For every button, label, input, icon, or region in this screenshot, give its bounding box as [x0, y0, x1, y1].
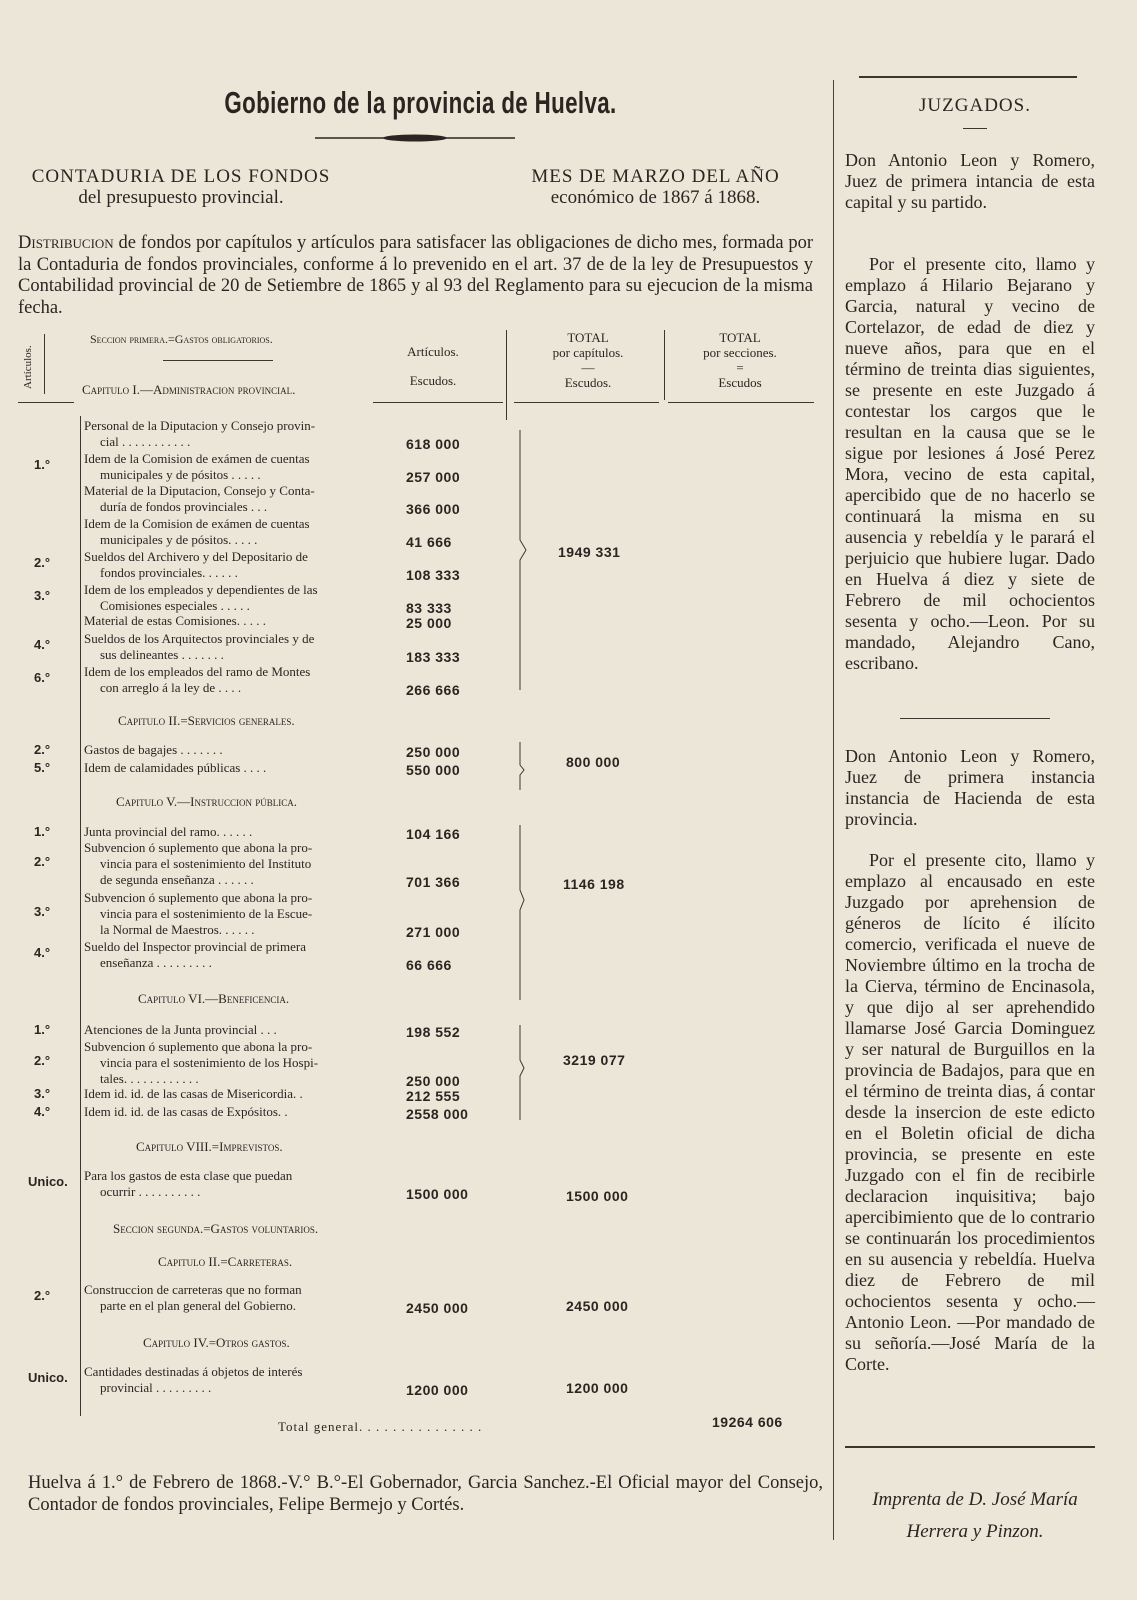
column-divider — [833, 80, 834, 1540]
header-rule — [514, 402, 659, 403]
chapter-total: 1949 331 — [558, 544, 621, 560]
cap1-heading: Capitulo I.—Administracion provincial. — [82, 382, 296, 397]
notice1-body: Por el presente cito, llamo y emplazo á Hilario Bejarano y Garcia, natural y vecino de Cortelazor, de edad de diez y nueve años, para que en el término de treinta dias siguientes, se presente en este Juzgado á contestar los cargos que le resultan en la causa que se le sigue por lesiones á José Perez Mora, vecino de esta capital, apercibido que de no hacerlo se continuará la misma en su ausencia y rebeldía y le parará el perjuicio que hubiere lugar. Dado en Huelva á diez y siete de Febrero de mil ochocientos sesenta y ocho.—Leon. Por su mandado, Alejandro Cano, escribano. — [845, 254, 1095, 673]
col-articulos-escudos: Escudos. — [409, 373, 457, 388]
intro-text: de fondos por capítulos y artículos para satisfacer las obligaciones de dicho mes, formada por la Contaduria de fondos provinciales, conforme á lo prevenido en el art. 37 de de la ley de Presupuestos y Contabilidad provincial de 20 de Setiembre de 1865 y al 93 del Reglamento para su ejecucion de la misma fecha. — [18, 233, 813, 318]
col-divider — [664, 330, 665, 400]
chapter-total: 2450 000 — [566, 1298, 629, 1314]
row-amount: 2558 000 — [406, 1106, 469, 1122]
article-number: 1.° — [34, 457, 51, 472]
row-description-line: Idem de los empleados y dependientes de las — [84, 582, 318, 597]
article-number: 2.° — [34, 1053, 51, 1068]
row-description — [84, 742, 366, 758]
cap2-heading: Capitulo II.=Servicios generales. — [118, 713, 295, 728]
row-description-line: Material de la Diputacion, Consejo y Conta- — [84, 483, 315, 498]
title-rule — [963, 128, 987, 129]
main-column — [18, 0, 823, 1600]
col-total-capitulos-l1: TOTAL — [567, 330, 609, 345]
imprenta-line1: Imprenta de D. José María — [872, 1489, 1078, 1510]
cap5-heading: Capitulo V.—Instruccion pública. — [116, 794, 297, 809]
spacer — [373, 359, 493, 373]
row-description-line: Sueldo del Inspector provincial de primera — [84, 939, 307, 954]
row-description — [84, 549, 366, 581]
row-amount: 25 000 — [406, 615, 452, 631]
row-description-line: duría de fondos provinciales . . . — [100, 499, 268, 514]
col-total-secciones-l2: por secciones. — [703, 345, 777, 360]
header-left-line2: del presupuesto provincial. — [78, 187, 284, 208]
cap8-heading: Capitulo VIII.=Imprevistos. — [136, 1139, 283, 1154]
footer-signature: Huelva á 1.° de Febrero de 1868.-V.° B.°-El Gobernador, Garcia Sanchez.-El Oficial mayor del Consejo, Contador de fondos provinciales, Felipe Bermejo y Cortés. — [28, 1473, 823, 1515]
row-amount: 266 666 — [406, 682, 461, 698]
col-total-secciones — [670, 330, 810, 390]
row-amount: 104 166 — [406, 826, 461, 842]
page-title: Gobierno de la provincia de Huelva. — [224, 85, 617, 120]
row-description-line: provincial . . . . . . . . . — [100, 1380, 212, 1395]
notice-separator — [900, 718, 1050, 719]
intro-lead: Distribucion — [18, 233, 114, 253]
col-divider — [44, 334, 45, 394]
sidebar-top-rule — [859, 76, 1077, 78]
title-flourish — [315, 133, 515, 143]
row-description-line: Idem de los empleados del ramo de Montes — [84, 664, 311, 679]
row-amount: 198 552 — [406, 1024, 461, 1040]
article-number: 3.° — [34, 1086, 51, 1101]
row-description-line: Junta provincial del ramo. . . . . . — [84, 824, 253, 839]
row-description — [84, 418, 366, 450]
row-amount: 271 000 — [406, 924, 461, 940]
row-description-line: Idem id. id. de las casas de Misericordia. . — [84, 1086, 303, 1101]
article-number: 4.° — [34, 945, 51, 960]
row-amount: 108 333 — [406, 567, 461, 583]
row-description-line: vincia para el sostenimiento de la Escue- — [100, 906, 313, 921]
row-description — [84, 483, 366, 515]
col-total-capitulos — [518, 330, 658, 390]
cap6-heading: Capitulo VI.—Beneficencia. — [138, 991, 290, 1006]
row-description — [84, 516, 366, 548]
cap2b-heading: Capitulo II.=Carreteras. — [158, 1254, 293, 1269]
row-description-line: fondos provinciales. . . . . . — [100, 565, 238, 580]
article-number: 3.° — [34, 588, 51, 603]
row-description-line: Idem de la Comision de exámen de cuentas — [84, 451, 310, 466]
desc-bracket — [80, 416, 81, 1416]
row-amount: 183 333 — [406, 649, 461, 665]
row-description-line: cial . . . . . . . . . . . — [100, 434, 191, 449]
chapter-total: 1146 198 — [563, 876, 625, 892]
row-description — [84, 582, 366, 614]
row-description-line: enseñanza . . . . . . . . . — [100, 955, 212, 970]
row-description-line: Atenciones de la Junta provincial . . . — [84, 1022, 277, 1037]
row-description-line: Construccion de carreteras que no forman — [84, 1282, 302, 1297]
row-description-line: Subvencion ó suplemento que abona la pro- — [84, 840, 313, 855]
col-total-capitulos-l4: Escudos. — [564, 375, 612, 390]
row-description — [84, 1104, 366, 1120]
header-right-line2: económico de 1867 á 1868. — [550, 187, 761, 208]
total-general-label: Total general. . . . . . . . . . . . . . . — [278, 1419, 483, 1434]
row-amount: 701 366 — [406, 874, 461, 890]
row-description-line: Subvencion ó suplemento que abona la pro- — [84, 890, 313, 905]
row-description — [84, 840, 366, 888]
row-description — [84, 890, 366, 938]
col-total-secciones-l4: Escudos — [718, 375, 762, 390]
imprenta-credit — [845, 1484, 1105, 1548]
total-general-value: 19264 606 — [712, 1414, 783, 1430]
col-total-secciones-l1: TOTAL — [719, 330, 761, 345]
col-articulos — [373, 344, 493, 388]
row-description-line: vincia para el sostenimiento del Instituto — [100, 856, 312, 871]
seccion-segunda-heading: Seccion segunda.=Gastos voluntarios. — [113, 1221, 319, 1236]
row-description-line: Sueldos de los Arquitectos provinciales y de — [84, 631, 315, 646]
article-number: Unico. — [28, 1174, 68, 1189]
row-description — [84, 1282, 366, 1314]
col-total-capitulos-l3: — — [581, 360, 595, 375]
row-description — [84, 1168, 366, 1200]
row-amount: 212 555 — [406, 1088, 461, 1104]
col-divider — [506, 330, 507, 420]
row-description-line: Gastos de bagajes . . . . . . . — [84, 742, 223, 757]
article-number: 1.° — [34, 1022, 51, 1037]
row-description-line: Idem id. id. de las casas de Expósitos. . — [84, 1104, 288, 1119]
row-description — [84, 1364, 366, 1396]
row-description-line: Cantidades destinadas á objetos de interés — [84, 1364, 303, 1379]
row-description-line: Material de estas Comisiones. . . . . — [84, 613, 266, 628]
row-description — [84, 664, 366, 696]
header-rule — [18, 402, 74, 403]
row-description-line: Idem de la Comision de exámen de cuentas — [84, 516, 310, 531]
row-description — [84, 1022, 366, 1038]
row-amount: 41 666 — [406, 534, 452, 550]
article-number: 5.° — [34, 760, 51, 775]
row-description-line: Idem de calamidades públicas . . . . — [84, 760, 267, 775]
row-description-line: ocurrir . . . . . . . . . . — [100, 1184, 201, 1199]
cap4-heading: Capitulo IV.=Otros gastos. — [143, 1335, 290, 1350]
row-description — [84, 760, 366, 776]
row-amount: 1200 000 — [406, 1382, 469, 1398]
row-amount: 83 333 — [406, 600, 452, 616]
row-description-line: con arreglo á la ley de . . . . — [100, 680, 242, 695]
row-amount: 2450 000 — [406, 1300, 469, 1316]
row-amount: 257 000 — [406, 469, 461, 485]
seccion-primera: Seccion primera.=Gastos obligatorios. — [90, 332, 273, 346]
row-amount: 618 000 — [406, 436, 461, 452]
article-number: 2.° — [34, 555, 51, 570]
row-description-line: Personal de la Diputacion y Consejo provin- — [84, 418, 316, 433]
header-rule — [373, 402, 503, 403]
col-articulos-vertical: Artículos. — [22, 345, 34, 389]
col-articulos-label: Artículos. — [407, 344, 459, 359]
notice2-body: Por el presente cito, llamo y emplazo al encausado en este Juzgado por aprehension de géneros de lícito é ilícito comercio, verificada el nueve de Noviembre último en la trocha de la Cierva, término de Encinasola, y que dijo al ser aprehendido llamarse José Garcia Dominguez y ser natural de Burguillos en la provincia de Badajos, para que en el término de treinta dias, á contar desde la insercion de este edicto en el Boletin oficial de dicha provincia, se presente en este Juzgado con el fin de recibirle declaracion inquisitiva; bajo apercibimiento que de lo contrario se continuarán los procedimientos en su ausencia y rebeldía. Huelva diez de Febrero de mil ochocientos sesenta y ocho.—Antonio Leon. —Por mandado de su señoría.—José María de la Corte. — [845, 850, 1095, 1374]
row-description-line: Comisiones especiales . . . . . — [100, 598, 250, 613]
article-number: 2.° — [34, 854, 51, 869]
row-description-line: sus delineantes . . . . . . . — [100, 647, 224, 662]
header-left — [31, 166, 331, 208]
total-brackets — [512, 420, 542, 1420]
header-rule — [668, 402, 814, 403]
article-number: 6.° — [34, 670, 51, 685]
row-description-line: parte en el plan general del Gobierno. — [100, 1298, 296, 1313]
article-number: 2.° — [34, 742, 51, 757]
row-amount: 1500 000 — [406, 1186, 469, 1202]
imprenta-line2: Herrera y Pinzon. — [906, 1521, 1044, 1542]
intro-paragraph — [18, 233, 813, 319]
row-amount: 66 666 — [406, 957, 452, 973]
article-number: 1.° — [34, 824, 51, 839]
article-number: 2.° — [34, 1288, 51, 1303]
row-description — [84, 824, 366, 840]
row-description-line: de segunda enseñanza . . . . . . — [100, 872, 254, 887]
row-description-line: municipales y de pósitos . . . . . — [100, 467, 261, 482]
col-total-secciones-l3: = — [736, 360, 744, 375]
row-description — [84, 613, 366, 629]
row-description-line: municipales y de pósitos. . . . . — [100, 532, 258, 547]
juzgados-title: JUZGADOS. — [919, 95, 1031, 116]
notice2-judge: Don Antonio Leon y Romero, Juez de primera instancia instancia de Hacienda de esta provincia. — [845, 746, 1095, 829]
article-number: 4.° — [34, 1104, 51, 1119]
chapter-total: 1500 000 — [566, 1188, 629, 1204]
row-description-line: Sueldos del Archivero y del Depositario de — [84, 549, 308, 564]
chapter-total: 1200 000 — [566, 1380, 629, 1396]
rule — [163, 360, 273, 361]
header-left-line1: CONTADURIA DE LOS FONDOS — [31, 166, 331, 187]
row-description — [84, 451, 366, 483]
article-number: 4.° — [34, 637, 51, 652]
sidebar-column — [845, 0, 1105, 1600]
budget-table — [18, 330, 823, 1460]
header-right-line1: MES DE MARZO DEL AÑO — [531, 166, 780, 187]
row-amount: 550 000 — [406, 762, 461, 778]
row-description — [84, 939, 366, 971]
chapter-total: 3219 077 — [563, 1052, 626, 1068]
article-number: 3.° — [34, 904, 51, 919]
row-description-line: vincia para el sostenimiento de los Hospi- — [100, 1055, 319, 1070]
row-description — [84, 631, 366, 663]
sidebar-bottom-rule — [845, 1446, 1095, 1448]
row-amount: 366 000 — [406, 501, 461, 517]
row-amount: 250 000 — [406, 744, 461, 760]
notice1-judge: Don Antonio Leon y Romero, Juez de primera intancia de esta capital y su partido. — [845, 150, 1095, 212]
row-description-line: tales. . . . . . . . . . . . — [100, 1071, 199, 1086]
chapter-total: 800 000 — [566, 754, 621, 770]
col-total-capitulos-l2: por capítulos. — [552, 345, 624, 360]
row-description — [84, 1086, 366, 1102]
row-description-line: la Normal de Maestros. . . . . . — [100, 922, 255, 937]
row-description — [84, 1039, 366, 1087]
header-right — [523, 166, 788, 208]
row-description-line: Subvencion ó suplemento que abona la pro- — [84, 1039, 313, 1054]
row-amount: 250 000 — [406, 1073, 461, 1089]
article-number: Unico. — [28, 1370, 68, 1385]
row-description-line: Para los gastos de esta clase que puedan — [84, 1168, 293, 1183]
